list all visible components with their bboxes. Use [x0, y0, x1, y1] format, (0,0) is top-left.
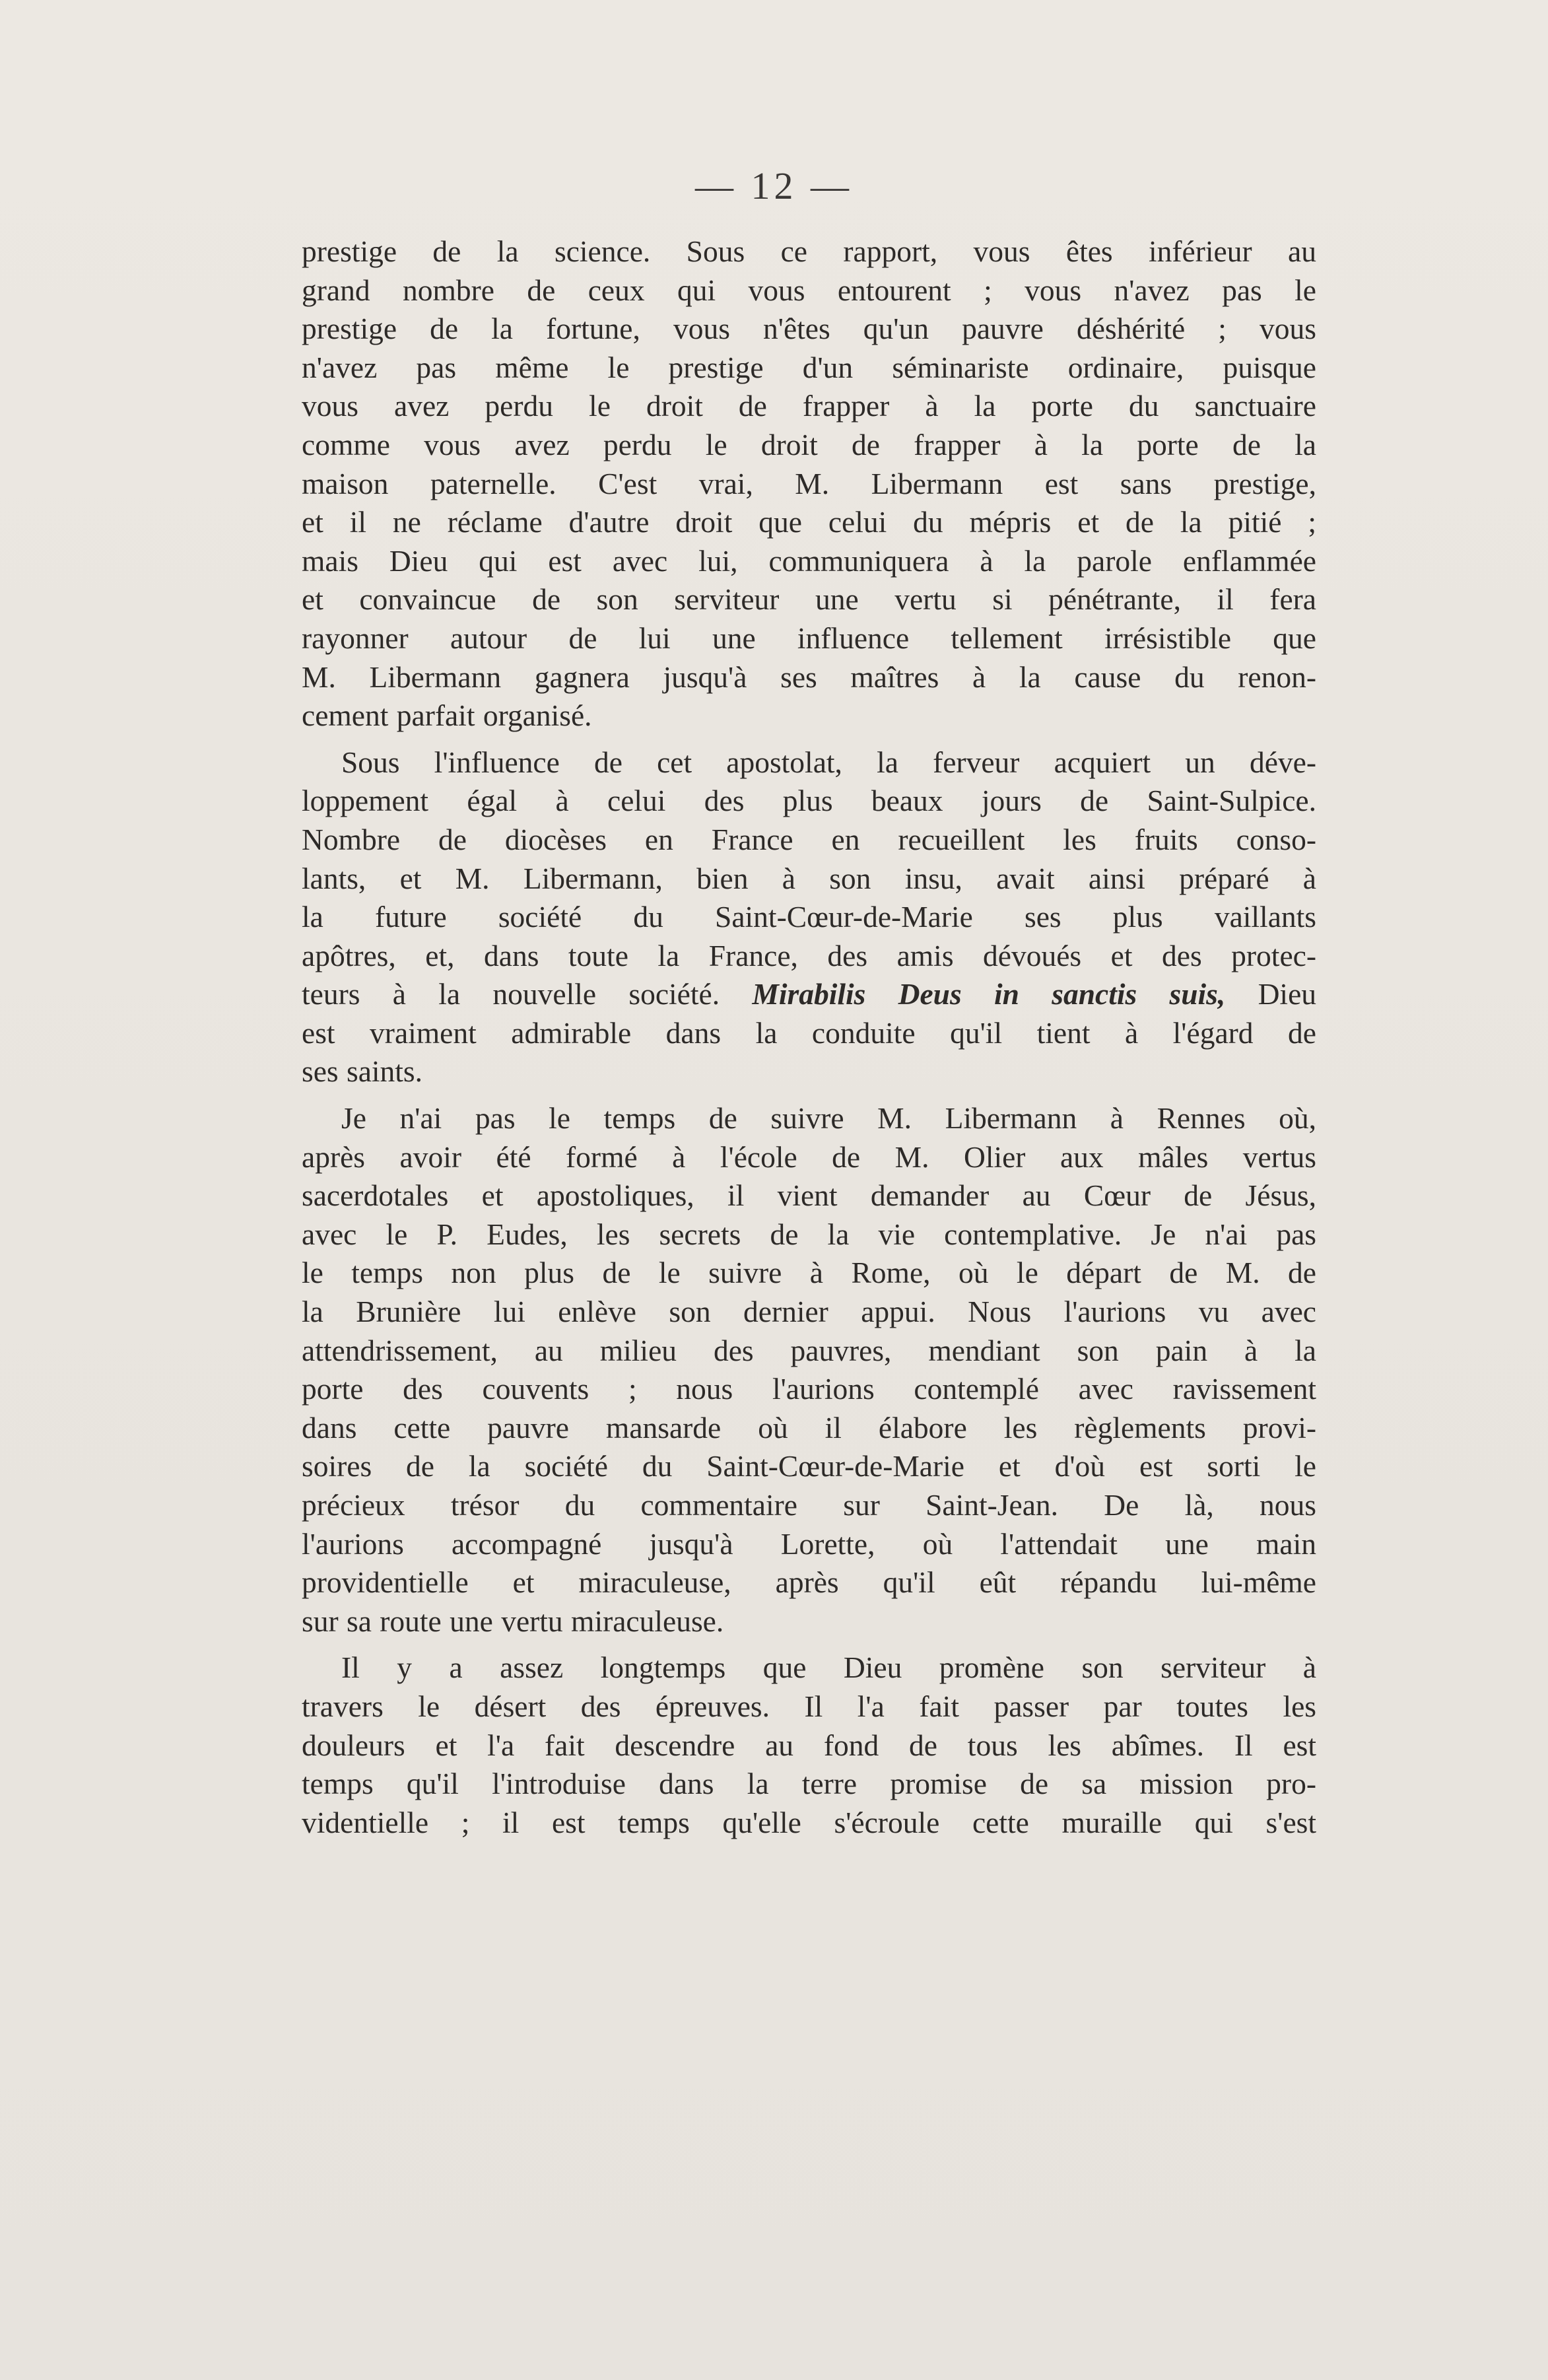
body-text [302, 232, 1316, 1842]
text-line: cement parfait organisé. [302, 698, 592, 733]
text-line: le temps non plus de le suivre à Rome, où le départ de M. de [302, 1256, 1316, 1290]
text-line: lants, et M. Libermann, bien à son insu, avait ainsi préparé à [302, 861, 1316, 895]
text-line: travers le désert des épreuves. Il l'a fait passer par toutes les [302, 1689, 1316, 1723]
text-line: porte des couvents ; nous l'aurions contemplé avec ravissement [302, 1372, 1316, 1406]
text-line-with-italic [302, 975, 1316, 1014]
text-line: mais Dieu qui est avec lui, communiquera à la parole enflammée [302, 543, 1316, 578]
paragraph-3 [302, 1099, 1316, 1641]
text-line: est vraiment admirable dans la conduite qu'il tient à l'égard de [302, 1015, 1316, 1050]
text-line: soires de la société du Saint-Cœur-de-Marie et d'où est sorti le [302, 1449, 1316, 1483]
text-line: prestige de la fortune, vous n'êtes qu'un pauvre déshérité ; vous [302, 312, 1316, 346]
text-line: M. Libermann gagnera jusqu'à ses maîtres à la cause du renon- [302, 660, 1316, 694]
text-line: Je n'ai pas le temps de suivre M. Libermann à Rennes où, [341, 1101, 1316, 1136]
text-line: providentielle et miraculeuse, après qu'il eût répandu lui-même [302, 1565, 1316, 1600]
paragraph-2 [302, 743, 1316, 1091]
text-line: prestige de la science. Sous ce rapport, vous êtes inférieur au [302, 234, 1316, 268]
text-line: la future société du Saint-Cœur-de-Marie ses plus vaillants [302, 900, 1316, 934]
text-line: dans cette pauvre mansarde où il élabore les règlements provi- [302, 1410, 1316, 1445]
latin-quote: Mirabilis Deus in sanctis suis, [752, 977, 1226, 1011]
text-line: apôtres, et, dans toute la France, des amis dévoués et des protec- [302, 938, 1316, 972]
text-line: avec le P. Eudes, les secrets de la vie contemplative. Je n'ai pas [302, 1217, 1316, 1251]
text-line: Sous l'influence de cet apostolat, la ferveur acquiert un déve- [341, 745, 1316, 779]
text-line: comme vous avez perdu le droit de frapper à la porte de la [302, 427, 1316, 461]
paragraph-gap [302, 1091, 1316, 1099]
paragraph-1 [302, 232, 1316, 735]
text-line: maison paternelle. C'est vrai, M. Libermann est sans prestige, [302, 466, 1316, 500]
text-line: sacerdotales et apostoliques, il vient demander au Cœur de Jésus, [302, 1178, 1316, 1213]
text-line: videntielle ; il est temps qu'elle s'écroule cette muraille qui s'est [302, 1805, 1316, 1839]
text-line: n'avez pas même le prestige d'un séminariste ordinaire, puisque [302, 350, 1316, 384]
text-line: la Brunière lui enlève son dernier appui. Nous l'aurions vu avec [302, 1295, 1316, 1329]
text-line: Il y a assez longtemps que Dieu promène son serviteur à [341, 1650, 1316, 1685]
text-line: l'aurions accompagné jusqu'à Lorette, où l'attendait une main [302, 1526, 1316, 1561]
text-line: sur sa route une vertu miraculeuse. [302, 1604, 724, 1638]
text-line: loppement égal à celui des plus beaux jours de Saint-Sulpice. [302, 784, 1316, 818]
paragraph-gap [302, 735, 1316, 743]
text-line: ses saints. [302, 1054, 422, 1089]
text-line: après avoir été formé à l'école de M. Olier aux mâles vertus [302, 1139, 1316, 1174]
text-line: temps qu'il l'introduise dans la terre promise de sa mission pro- [302, 1767, 1316, 1801]
text-line: grand nombre de ceux qui vous entourent ; vous n'avez pas le [302, 273, 1316, 307]
text-segment: Dieu [1258, 977, 1317, 1011]
text-line: et convaincue de son serviteur une vertu si pénétrante, il fera [302, 582, 1316, 617]
text-segment: teurs à la nouvelle société. [302, 977, 720, 1011]
paragraph-4 [302, 1649, 1316, 1842]
text-line: attendrissement, au milieu des pauvres, mendiant son pain à la [302, 1333, 1316, 1367]
page-number: — 12 — [695, 164, 853, 207]
text-line: précieux trésor du commentaire sur Saint-Jean. De là, nous [302, 1488, 1316, 1522]
text-line: vous avez perdu le droit de frapper à la porte du sanctuaire [302, 389, 1316, 423]
text-line: douleurs et l'a fait descendre au fond de tous les abîmes. Il est [302, 1728, 1316, 1762]
text-line: Nombre de diocèses en France en recueillent les fruits conso- [302, 822, 1316, 856]
text-line: rayonner autour de lui une influence tellement irrésistible que [302, 621, 1316, 655]
text-line: et il ne réclame d'autre droit que celui du mépris et de la pitié ; [302, 505, 1316, 539]
paragraph-gap [302, 1641, 1316, 1649]
